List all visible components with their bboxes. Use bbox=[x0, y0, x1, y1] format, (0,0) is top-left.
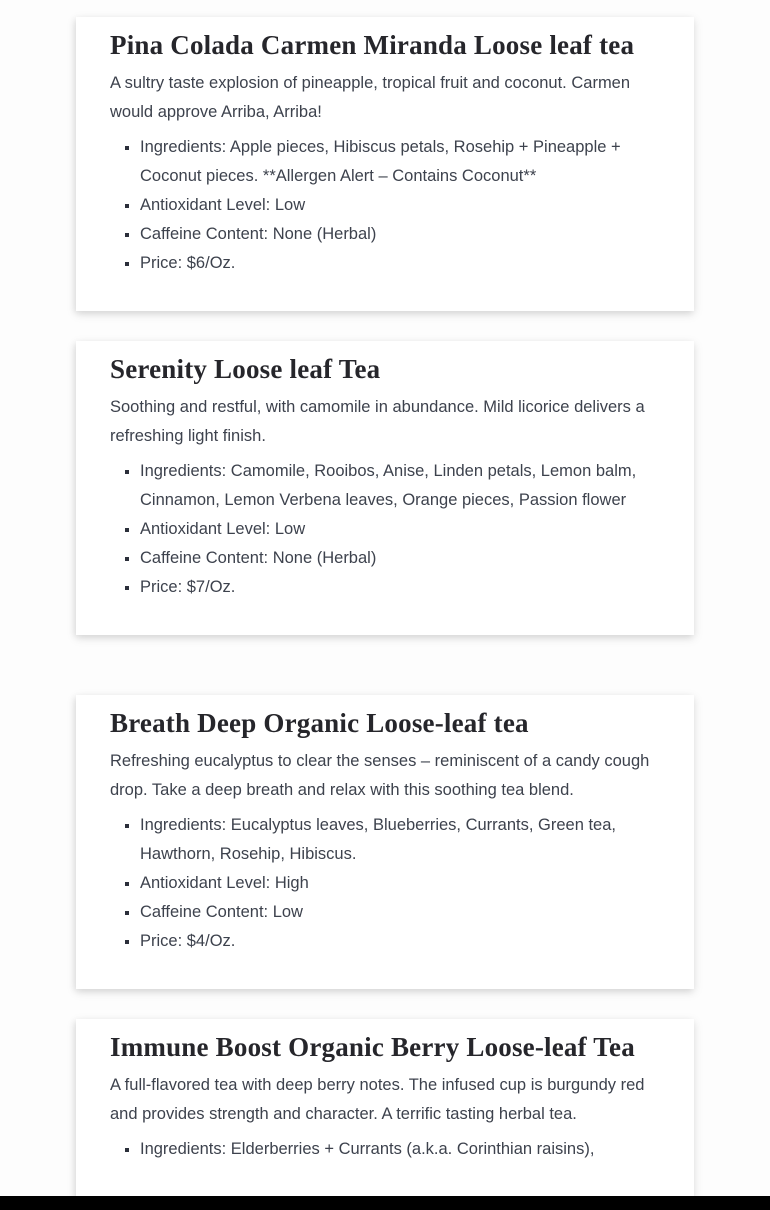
product-title: Immune Boost Organic Berry Loose-leaf Tea bbox=[110, 1032, 635, 1063]
product-detail-item: ▪ Caffeine Content: None (Herbal) bbox=[140, 544, 654, 573]
product-details-list bbox=[110, 1135, 654, 1164]
product-detail-item: ▪ Ingredients: Elderberries + Currants (a.k.a. Corinthian raisins), bbox=[140, 1135, 654, 1164]
product-title: Pina Colada Carmen Miranda Loose leaf tea bbox=[110, 30, 635, 60]
product-detail-item: ▪ Ingredients: Camomile, Rooibos, Anise, Linden petals, Lemon balm, Cinnamon, Lemon Verbena leaves, Orange pieces, Passion flower bbox=[140, 457, 654, 515]
product-description: A full-flavored tea with deep berry notes. The infused cup is burgundy red and provides strength and character. A terrific tasting herbal tea. bbox=[110, 1076, 645, 1124]
product-description: Soothing and restful, with camomile in abundance. Mild licorice delivers a refreshing light finish. bbox=[110, 398, 645, 446]
product-title: Breath Deep Organic Loose-leaf tea bbox=[110, 708, 529, 739]
product-detail-item: ▪ Price: $6/Oz. bbox=[140, 249, 654, 278]
product-detail-item: ▪ Caffeine Content: None (Herbal) bbox=[140, 220, 654, 249]
product-detail-item: ▪ Antioxidant Level: High bbox=[140, 869, 654, 898]
product-title: Serenity Loose leaf Tea bbox=[110, 354, 381, 385]
product-detail-item: ▪ Antioxidant Level: Low bbox=[140, 191, 654, 220]
product-detail-item: ▪ Price: $4/Oz. bbox=[140, 927, 654, 956]
product-detail-item: ▪ Ingredients: Eucalyptus leaves, Blueberries, Currants, Green tea, Hawthorn, Rosehip, Hibiscus. bbox=[140, 811, 654, 869]
product-details-list bbox=[110, 811, 654, 956]
product-card bbox=[76, 695, 694, 989]
product-detail-item: ▪ Ingredients: Apple pieces, Hibiscus petals, Rosehip + Pineapple + Coconut pieces. **Allergen Alert – Contains Coconut** bbox=[140, 133, 654, 191]
product-details-list bbox=[110, 133, 654, 278]
product-card bbox=[76, 341, 694, 635]
product-list bbox=[76, 0, 694, 1197]
product-detail-item: ▪ Antioxidant Level: Low bbox=[140, 515, 654, 544]
product-card bbox=[76, 17, 694, 311]
product-details-list bbox=[110, 457, 654, 602]
product-description: Refreshing eucalyptus to clear the senses – reminiscent of a candy cough drop. Take a deep breath and relax with this soothing tea blend. bbox=[110, 752, 650, 800]
product-detail-item: ▪ Price: $7/Oz. bbox=[140, 573, 654, 602]
product-card bbox=[76, 1019, 694, 1197]
product-description: A sultry taste explosion of pineapple, tropical fruit and coconut. Carmen would approve Arriba, Arriba! bbox=[110, 74, 631, 122]
product-detail-item: ▪ Caffeine Content: Low bbox=[140, 898, 654, 927]
bottom-black-bar bbox=[0, 1196, 770, 1210]
